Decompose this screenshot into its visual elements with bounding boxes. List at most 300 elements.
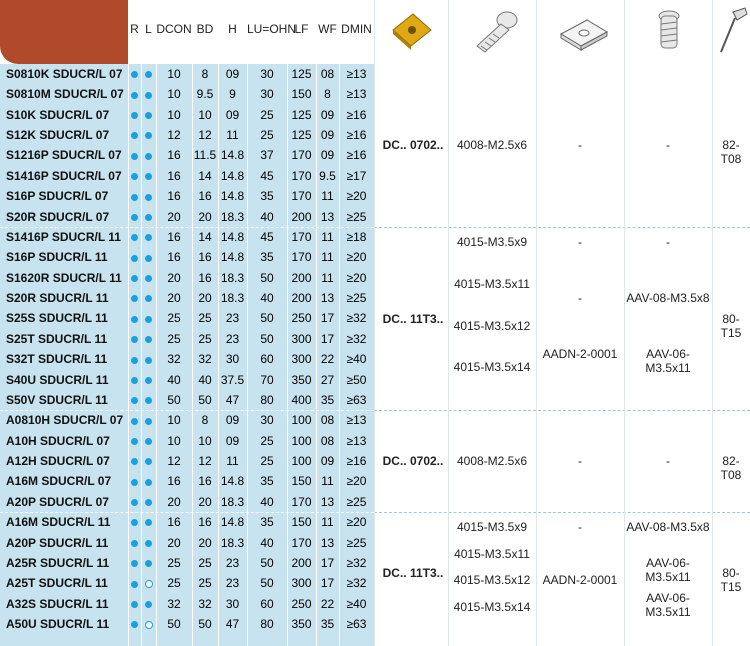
cell-h: 23 bbox=[225, 555, 240, 570]
cell-dmin: ≥32 bbox=[346, 555, 367, 570]
cell-lu=ohn: 25 bbox=[260, 128, 274, 143]
left-hand-dot bbox=[141, 145, 156, 165]
cell-bd: 16 bbox=[198, 515, 212, 530]
cell-lf: 100 bbox=[291, 413, 312, 428]
header-6: LF bbox=[294, 22, 309, 36]
cell-dmin: ≥13 bbox=[346, 433, 367, 448]
cell-h: 14.8 bbox=[220, 148, 245, 163]
header-2: DCON bbox=[156, 22, 192, 36]
cell-lu=ohn: 40 bbox=[260, 535, 274, 550]
left-hand-dot bbox=[141, 166, 156, 186]
cell-lf: 100 bbox=[291, 433, 312, 448]
cell-wf: 08 bbox=[320, 433, 335, 448]
table-row bbox=[0, 533, 374, 553]
cell-lf: 300 bbox=[291, 576, 312, 591]
designation: A16M SDUCR/L 11 bbox=[6, 515, 111, 530]
cell-bd: 32 bbox=[198, 596, 212, 611]
cell-dmin: ≥13 bbox=[346, 413, 367, 428]
designation: S25S SDUCR/L 11 bbox=[6, 311, 108, 326]
table-row bbox=[0, 431, 374, 451]
cell-dmin: ≥40 bbox=[346, 596, 367, 611]
cell-bd: 25 bbox=[198, 555, 212, 570]
cell-bd: 32 bbox=[198, 352, 212, 367]
cell-dmin: ≥63 bbox=[346, 616, 367, 631]
table-row bbox=[0, 410, 374, 430]
column-divider bbox=[128, 64, 129, 646]
column-divider bbox=[448, 64, 449, 646]
cell-bd: 12 bbox=[198, 128, 212, 143]
cell-lf: 200 bbox=[291, 209, 312, 224]
column-divider bbox=[316, 64, 317, 646]
designation: A16M SDUCR/L 07 bbox=[6, 474, 112, 489]
cell-lf: 170 bbox=[291, 148, 312, 163]
cell-bd: 14 bbox=[198, 168, 212, 183]
cell-lu=ohn: 80 bbox=[260, 392, 274, 407]
right-hand-dot bbox=[128, 308, 141, 328]
table-row bbox=[0, 553, 374, 573]
shim-screw-code: - bbox=[666, 234, 670, 249]
cell-dmin: ≥20 bbox=[346, 189, 367, 204]
shim-code: - bbox=[578, 454, 582, 469]
shim-screw-code: AAV-08-M3.5x8 bbox=[626, 520, 710, 535]
cell-dmin: ≥50 bbox=[346, 372, 367, 387]
cell-lf: 100 bbox=[291, 454, 312, 469]
cell-wf: 35 bbox=[320, 392, 335, 407]
right-hand-dot bbox=[128, 451, 141, 471]
cell-h: 18.3 bbox=[220, 209, 245, 224]
table-row bbox=[0, 288, 374, 308]
cell-dcon: 16 bbox=[167, 474, 181, 489]
left-hand-dot bbox=[141, 329, 156, 349]
left-hand-dot bbox=[141, 573, 156, 593]
right-hand-dot bbox=[128, 614, 141, 634]
cell-lf: 125 bbox=[291, 107, 312, 122]
left-hand-dot bbox=[141, 431, 156, 451]
cell-h: 9 bbox=[229, 87, 236, 102]
cell-bd: 25 bbox=[198, 576, 212, 591]
cell-lu=ohn: 40 bbox=[260, 494, 274, 509]
left-hand-dot bbox=[141, 349, 156, 369]
cell-lu=ohn: 35 bbox=[260, 250, 274, 265]
cell-lu=ohn: 25 bbox=[260, 433, 274, 448]
cell-lu=ohn: 45 bbox=[260, 168, 274, 183]
designation: S1416P SDUCR/L 07 bbox=[6, 168, 122, 183]
cell-bd: 9.5 bbox=[196, 87, 214, 102]
cell-h: 18.3 bbox=[220, 494, 245, 509]
cell-wf: 9.5 bbox=[319, 168, 336, 183]
cell-lf: 200 bbox=[291, 270, 312, 285]
table-row bbox=[0, 125, 374, 145]
cell-dmin: ≥40 bbox=[346, 352, 367, 367]
cell-bd: 11.5 bbox=[193, 148, 217, 163]
cell-dmin: ≥25 bbox=[346, 494, 367, 509]
cell-wf: 09 bbox=[320, 107, 335, 122]
cell-lf: 170 bbox=[291, 535, 312, 550]
shim-screw-code: AAV-06-M3.5x11 bbox=[645, 346, 691, 375]
right-hand-dot bbox=[128, 390, 141, 410]
cell-h: 23 bbox=[225, 311, 240, 326]
cell-wf: 13 bbox=[320, 494, 335, 509]
designation: S1620R SDUCR/L 11 bbox=[6, 270, 122, 285]
designation: S1216P SDUCR/L 07 bbox=[6, 148, 122, 163]
cell-h: 14.8 bbox=[220, 515, 245, 530]
cell-h: 14.8 bbox=[220, 474, 245, 489]
cell-bd: 10 bbox=[198, 433, 212, 448]
designation: S16P SDUCR/L 07 bbox=[6, 189, 109, 204]
cell-lu=ohn: 25 bbox=[260, 454, 274, 469]
right-hand-dot bbox=[128, 431, 141, 451]
cell-dmin: ≥20 bbox=[346, 474, 367, 489]
left-hand-dot bbox=[141, 390, 156, 410]
table-row bbox=[0, 349, 374, 369]
designation: S40U SDUCR/L 11 bbox=[6, 372, 109, 387]
cell-wf: 11 bbox=[321, 229, 334, 244]
group-divider bbox=[374, 227, 750, 228]
screw-code: 4008-M2.5x6 bbox=[456, 138, 528, 153]
cell-dcon: 16 bbox=[167, 189, 181, 204]
shim-screw-code: AAV-06-M3.5x11 bbox=[645, 590, 691, 619]
cell-wf: 27 bbox=[320, 372, 335, 387]
left-hand-dot bbox=[141, 105, 156, 125]
cell-h: 09 bbox=[225, 107, 240, 122]
designation: S20R SDUCR/L 11 bbox=[6, 291, 109, 306]
shim-code: AADN-2-0001 bbox=[542, 573, 618, 588]
dimension-area bbox=[0, 64, 374, 646]
key-icon bbox=[712, 0, 750, 64]
left-hand-dot bbox=[141, 186, 156, 206]
shim-screw-code: - bbox=[666, 454, 670, 469]
designation: S0810M SDUCR/L 07 bbox=[6, 87, 124, 102]
right-hand-dot bbox=[128, 207, 141, 227]
cell-bd: 8 bbox=[201, 413, 209, 428]
accessory-area bbox=[374, 64, 750, 646]
right-hand-dot bbox=[128, 410, 141, 430]
right-hand-dot bbox=[128, 370, 141, 390]
cell-dmin: ≥25 bbox=[346, 535, 367, 550]
screw-code: 4015-M3.5x9 bbox=[456, 234, 528, 249]
left-hand-dot bbox=[141, 533, 156, 553]
left-hand-dot bbox=[141, 207, 156, 227]
cell-lf: 170 bbox=[291, 250, 312, 265]
cell-dmin: ≥32 bbox=[346, 576, 367, 591]
cell-h: 09 bbox=[225, 413, 240, 428]
right-hand-dot bbox=[128, 594, 141, 614]
cell-dcon: 10 bbox=[167, 67, 181, 81]
screw-icon bbox=[448, 0, 537, 64]
cell-h: 30 bbox=[225, 596, 240, 611]
accessory-icons bbox=[374, 0, 750, 65]
cell-lu=ohn: 80 bbox=[260, 616, 274, 631]
designation: A50U SDUCR/L 11 bbox=[6, 616, 110, 631]
cell-dcon: 40 bbox=[167, 372, 181, 387]
cell-h: 14.8 bbox=[220, 168, 245, 183]
right-hand-dot bbox=[128, 349, 141, 369]
cell-dcon: 25 bbox=[167, 576, 181, 591]
cell-lu=ohn: 35 bbox=[260, 515, 274, 530]
cell-dmin: ≥63 bbox=[346, 392, 367, 407]
key-code: 80-T15 bbox=[720, 311, 742, 340]
cell-wf: 17 bbox=[320, 555, 335, 570]
right-hand-dot bbox=[128, 105, 141, 125]
cell-bd: 12 bbox=[198, 454, 212, 469]
designation: A10H SDUCR/L 07 bbox=[6, 433, 110, 448]
column-divider bbox=[156, 64, 157, 646]
cell-dmin: ≥16 bbox=[346, 148, 367, 163]
table-row bbox=[0, 166, 374, 186]
header-7: WF bbox=[318, 22, 337, 36]
header-0: R bbox=[130, 22, 139, 36]
cell-h: 37.5 bbox=[220, 372, 245, 387]
insert-code: DC.. 0702.. bbox=[382, 454, 444, 469]
cell-bd: 16 bbox=[198, 189, 212, 204]
cell-lu=ohn: 70 bbox=[260, 372, 274, 387]
cell-dmin: ≥32 bbox=[346, 311, 367, 326]
table-row bbox=[0, 84, 374, 104]
cell-lf: 300 bbox=[291, 352, 312, 367]
cell-h: 14.8 bbox=[220, 229, 245, 244]
shim-code: - bbox=[578, 138, 582, 153]
designation: A32S SDUCR/L 11 bbox=[6, 596, 109, 611]
cell-wf: 13 bbox=[320, 209, 335, 224]
right-hand-dot bbox=[128, 247, 141, 267]
left-hand-dot bbox=[141, 125, 156, 145]
cell-bd: 50 bbox=[198, 616, 212, 631]
header-3: BD bbox=[196, 22, 214, 36]
cell-dmin: ≥16 bbox=[346, 107, 367, 122]
cell-bd: 20 bbox=[198, 535, 212, 550]
cell-dcon: 12 bbox=[167, 454, 181, 469]
right-hand-dot bbox=[128, 84, 141, 104]
table-row bbox=[0, 471, 374, 491]
cell-wf: 09 bbox=[320, 128, 335, 143]
shim-screw-code: AAV-08-M3.5x8 bbox=[626, 290, 710, 305]
screw-code: 4015-M3.5x11 bbox=[454, 276, 530, 291]
insert-code: DC.. 11T3.. bbox=[382, 311, 444, 326]
group-divider bbox=[0, 410, 374, 411]
left-hand-dot bbox=[141, 268, 156, 288]
cell-dmin: ≥13 bbox=[346, 67, 367, 81]
cell-wf: 17 bbox=[320, 311, 335, 326]
cell-lf: 350 bbox=[291, 616, 312, 631]
cell-h: 47 bbox=[225, 392, 240, 407]
designation: S20R SDUCR/L 07 bbox=[6, 209, 110, 224]
table-row bbox=[0, 227, 374, 247]
screw-code: 4015-M3.5x14 bbox=[453, 599, 531, 614]
cell-h: 14.8 bbox=[220, 250, 245, 265]
cell-lf: 400 bbox=[291, 392, 312, 407]
cell-dmin: ≥25 bbox=[346, 291, 367, 306]
shim-code: - bbox=[578, 234, 582, 249]
cell-bd: 20 bbox=[198, 291, 212, 306]
cell-h: 23 bbox=[225, 331, 240, 346]
cell-h: 23 bbox=[225, 576, 240, 591]
left-hand-dot bbox=[141, 370, 156, 390]
designation: A20P SDUCR/L 11 bbox=[6, 535, 109, 550]
cell-bd: 10 bbox=[198, 107, 212, 122]
cell-dmin: ≥20 bbox=[346, 270, 367, 285]
left-hand-dot bbox=[141, 471, 156, 491]
right-hand-dot bbox=[128, 186, 141, 206]
cell-lf: 170 bbox=[291, 189, 312, 204]
cell-lu=ohn: 40 bbox=[260, 209, 274, 224]
right-hand-dot bbox=[128, 492, 141, 512]
cell-dcon: 25 bbox=[167, 555, 181, 570]
cell-dcon: 32 bbox=[167, 352, 181, 367]
table-row bbox=[0, 390, 374, 410]
designation: A25T SDUCR/L 11 bbox=[6, 576, 108, 591]
cell-bd: 40 bbox=[198, 372, 212, 387]
cell-wf: 11 bbox=[321, 515, 334, 530]
designation: S32T SDUCR/L 11 bbox=[6, 352, 108, 367]
table-row bbox=[0, 573, 374, 593]
designation: S0810K SDUCR/L 07 bbox=[6, 67, 123, 81]
table-row bbox=[0, 308, 374, 328]
cell-dcon: 20 bbox=[167, 291, 181, 306]
cell-dmin: ≥25 bbox=[346, 209, 367, 224]
table-row bbox=[0, 614, 374, 634]
designation: S12K SDUCR/L 07 bbox=[6, 128, 110, 143]
cell-lf: 150 bbox=[291, 515, 312, 530]
cell-dcon: 32 bbox=[167, 596, 181, 611]
cell-bd: 16 bbox=[198, 474, 212, 489]
column-divider bbox=[141, 64, 142, 646]
left-hand-dot bbox=[141, 64, 156, 84]
insert-icon bbox=[374, 0, 449, 64]
right-hand-dot bbox=[128, 288, 141, 308]
cell-lu=ohn: 35 bbox=[260, 474, 274, 489]
insert-code: DC.. 0702.. bbox=[382, 138, 444, 153]
left-hand-dot bbox=[141, 553, 156, 573]
cell-lu=ohn: 40 bbox=[260, 291, 274, 306]
left-hand-dot bbox=[141, 227, 156, 247]
left-hand-dot bbox=[141, 614, 156, 634]
cell-dcon: 20 bbox=[167, 209, 181, 224]
cell-wf: 13 bbox=[320, 535, 335, 550]
cell-lu=ohn: 50 bbox=[260, 331, 274, 346]
cell-lf: 350 bbox=[291, 372, 312, 387]
cell-dcon: 10 bbox=[167, 413, 181, 428]
key-code: 82-T08 bbox=[720, 138, 742, 167]
designation: S10K SDUCR/L 07 bbox=[6, 107, 110, 122]
table-row bbox=[0, 268, 374, 288]
screw-code: 4015-M3.5x12 bbox=[453, 318, 531, 333]
cell-dcon: 25 bbox=[167, 311, 181, 326]
cell-lu=ohn: 50 bbox=[260, 576, 274, 591]
table-row bbox=[0, 329, 374, 349]
right-hand-dot bbox=[128, 512, 141, 532]
cell-wf: 8 bbox=[324, 87, 331, 102]
cell-wf: 11 bbox=[321, 474, 334, 489]
group-divider bbox=[0, 512, 374, 513]
cell-lf: 200 bbox=[291, 555, 312, 570]
cell-wf: 11 bbox=[321, 250, 334, 265]
shim-screw-code: - bbox=[666, 138, 670, 153]
table-row bbox=[0, 207, 374, 227]
right-hand-dot bbox=[128, 471, 141, 491]
cell-dcon: 10 bbox=[167, 107, 181, 122]
cell-wf: 08 bbox=[320, 413, 335, 428]
column-divider bbox=[287, 64, 288, 646]
right-hand-dot bbox=[128, 553, 141, 573]
cell-h: 09 bbox=[225, 433, 240, 448]
cell-h: 47 bbox=[225, 616, 240, 631]
right-hand-dot bbox=[128, 268, 141, 288]
cell-lu=ohn: 30 bbox=[260, 413, 274, 428]
designation: A20P SDUCR/L 07 bbox=[6, 494, 109, 509]
cell-lu=ohn: 50 bbox=[260, 555, 274, 570]
right-hand-dot bbox=[128, 329, 141, 349]
cell-h: 30 bbox=[225, 352, 240, 367]
cell-wf: 13 bbox=[320, 291, 335, 306]
cell-wf: 17 bbox=[320, 576, 335, 591]
table-row bbox=[0, 370, 374, 390]
column-divider bbox=[218, 64, 219, 646]
table-row bbox=[0, 451, 374, 471]
left-hand-dot bbox=[141, 492, 156, 512]
cell-bd: 20 bbox=[198, 494, 212, 509]
table-row bbox=[0, 247, 374, 267]
table-row bbox=[0, 594, 374, 614]
cell-dcon: 16 bbox=[167, 168, 181, 183]
cell-dmin: ≥16 bbox=[346, 454, 367, 469]
cell-dcon: 16 bbox=[167, 229, 181, 244]
cell-lu=ohn: 35 bbox=[260, 189, 274, 204]
group-divider bbox=[374, 512, 750, 513]
cell-dmin: ≥13 bbox=[346, 87, 367, 102]
cell-wf: 09 bbox=[320, 148, 335, 163]
right-hand-dot bbox=[128, 533, 141, 553]
header-4: H bbox=[228, 22, 237, 36]
cell-dcon: 12 bbox=[167, 128, 181, 143]
cell-wf: 17 bbox=[320, 331, 335, 346]
cell-lf: 170 bbox=[291, 494, 312, 509]
left-hand-dot bbox=[141, 512, 156, 532]
cell-h: 09 bbox=[225, 67, 240, 81]
cell-wf: 35 bbox=[320, 616, 335, 631]
cell-lf: 250 bbox=[291, 596, 312, 611]
cell-lu=ohn: 60 bbox=[260, 352, 274, 367]
cell-lu=ohn: 45 bbox=[260, 229, 274, 244]
cell-bd: 25 bbox=[198, 331, 212, 346]
designation: S50V SDUCR/L 11 bbox=[6, 392, 108, 407]
cell-lf: 200 bbox=[291, 291, 312, 306]
shim-icon bbox=[536, 0, 625, 64]
cell-bd: 20 bbox=[198, 209, 212, 224]
cell-h: 18.3 bbox=[220, 535, 245, 550]
table-row bbox=[0, 492, 374, 512]
cell-lf: 150 bbox=[291, 87, 312, 102]
cell-h: 11 bbox=[226, 454, 239, 469]
cell-dcon: 50 bbox=[167, 392, 181, 407]
column-divider bbox=[374, 64, 375, 646]
cell-lf: 125 bbox=[291, 128, 312, 143]
cell-wf: 08 bbox=[320, 67, 335, 81]
designation: S16P SDUCR/L 11 bbox=[6, 250, 108, 265]
header-8: DMIN bbox=[341, 22, 372, 36]
table-row bbox=[0, 105, 374, 125]
screw-code: 4015-M3.5x12 bbox=[453, 573, 531, 588]
cell-dcon: 16 bbox=[167, 148, 181, 163]
cell-h: 14.8 bbox=[220, 189, 245, 204]
right-hand-dot bbox=[128, 227, 141, 247]
left-hand-dot bbox=[141, 410, 156, 430]
left-hand-dot bbox=[141, 84, 156, 104]
right-hand-dot bbox=[128, 64, 141, 84]
header-columns bbox=[128, 0, 374, 64]
shim-screw-icon bbox=[624, 0, 713, 64]
cell-wf: 22 bbox=[320, 352, 335, 367]
key-code: 82-T08 bbox=[720, 454, 742, 483]
